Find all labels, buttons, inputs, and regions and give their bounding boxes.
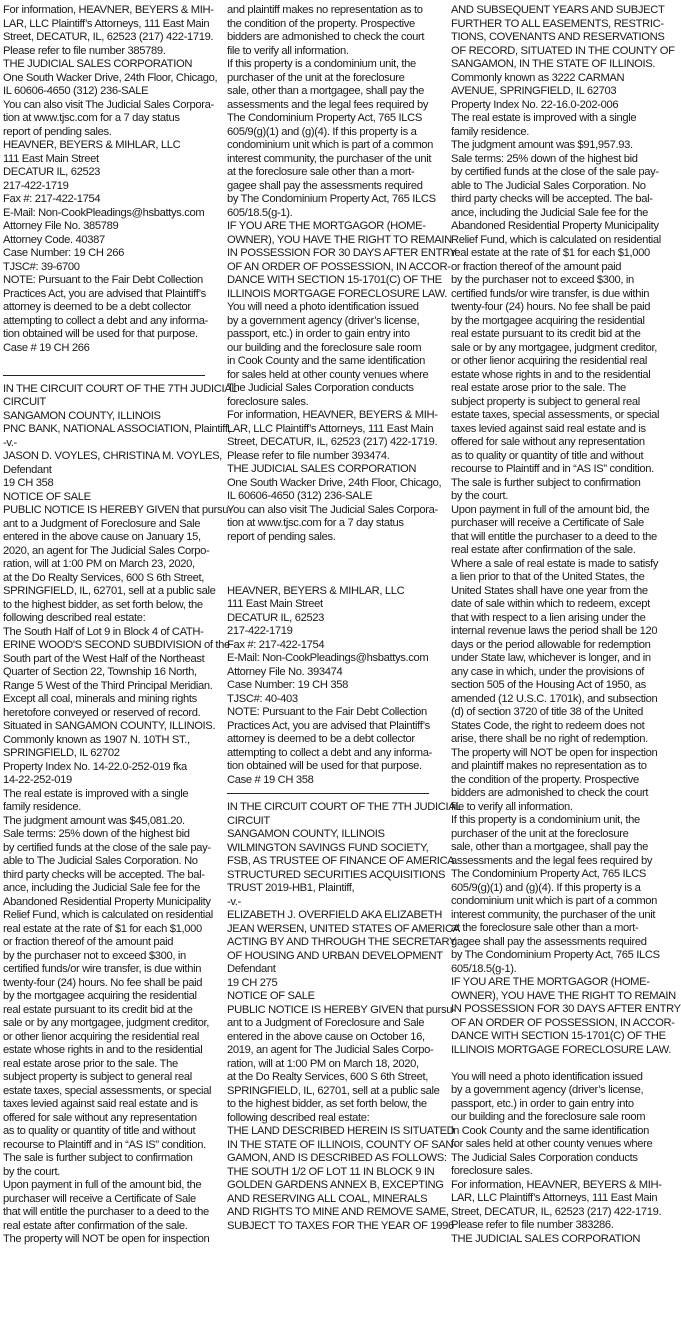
text-line: 217-422-1719: [227, 625, 293, 637]
text-line: condominium unit which is part of a common: [451, 895, 658, 907]
text-line: SANGAMON COUNTY, ILLINOIS: [3, 409, 161, 422]
text-line: NOTICE OF SALE: [227, 990, 315, 1002]
text-line: at the Do Realty Services, 600 S 6th Street,: [3, 571, 205, 584]
text-line: tion obtained will be used for that purpose.: [3, 328, 198, 340]
text-line: Except all coal, minerals and mining rights: [3, 693, 197, 705]
text-line: estate taxes, special assessments, or special: [3, 1084, 212, 1097]
text-line: at the Do Realty Services, 600 S 6th Street,: [227, 1071, 429, 1083]
text-line: offered for sale without any representation: [3, 1111, 197, 1124]
text-line: If this property is a condominium unit, the: [451, 814, 640, 826]
text-line: real estate at the rate of $1 for each $1,000: [451, 247, 650, 259]
text-line: THE JUDICIAL SALES CORPORATION: [451, 1232, 641, 1245]
text-line: internal revenue laws the period shall be 120: [451, 625, 658, 637]
text-line: assessments and the legal fees required by: [451, 854, 653, 867]
text-line: estate whose rights in and to the residential: [451, 368, 651, 381]
text-line: THE SOUTH 1/2 OF LOT 11 IN BLOCK 9 IN: [227, 1165, 435, 1178]
notice-text-block: [3, 382, 238, 1247]
text-line: by the court.: [3, 1165, 61, 1178]
text-line: 19 CH 275: [227, 976, 278, 989]
text-line: our building and the foreclosure sale room: [227, 341, 422, 354]
text-line: Abandoned Residential Property Municipality: [3, 895, 211, 908]
text-line: as to quality or quantity of title and without: [451, 449, 644, 462]
text-line: real estate pursuant to its credit bid at the: [3, 1003, 193, 1016]
text-line: For information, HEAVNER, BEYERS & MIH-: [3, 4, 214, 16]
text-line: AVENUE, SPRINGFIELD, IL 62703: [451, 85, 617, 97]
text-line: twenty-four (24) hours. No fee shall be paid: [451, 301, 651, 313]
text-line: OWNER), YOU HAVE THE RIGHT TO REMAIN: [451, 989, 676, 1002]
text-line: report of pending sales.: [227, 530, 336, 543]
text-line: real estate pursuant to its credit bid at the: [451, 328, 641, 340]
text-line: third party checks will be accepted. The bal-: [3, 868, 205, 881]
text-line: able to The Judicial Sales Corporation. No: [451, 179, 646, 192]
text-line: Relief Fund, which is calculated on residential: [3, 909, 213, 921]
text-line: Case # 19 CH 358: [227, 773, 314, 786]
text-line: to the highest bidder, as set forth below, the: [227, 1098, 427, 1110]
text-line: The Condominium Property Act, 765 ILCS: [227, 112, 423, 124]
text-line: under State law, whichever is longer, and in: [451, 652, 651, 664]
text-line: report of pending sales.: [3, 125, 112, 138]
text-line: ACTING BY AND THROUGH THE SECRETARY: [227, 936, 457, 948]
text-line: certified funds/or wire transfer, is due within: [451, 287, 650, 300]
text-line: Case # 19 CH 266: [3, 341, 90, 354]
text-line: NOTE: Pursuant to the Fair Debt Collection: [227, 706, 427, 718]
text-line: attempting to collect a debt and any informa-: [227, 746, 433, 759]
text-line: IL 60606-4650 (312) 236-SALE: [227, 490, 373, 502]
text-line: able to The Judicial Sales Corporation. No: [3, 855, 198, 867]
text-line: 111 East Main Street: [3, 152, 99, 165]
text-line: OWNER), YOU HAVE THE RIGHT TO REMAIN: [227, 233, 452, 246]
text-line: Upon payment in full of the amount bid, the: [3, 1179, 202, 1191]
text-line: real estate at the rate of $1 for each $1,000: [3, 922, 202, 935]
text-line: 2020, an agent for The Judicial Sales Corpo-: [3, 544, 210, 557]
text-line: Attorney File No. 393474: [227, 665, 343, 678]
text-line: Street, DECATUR, IL, 62523 (217) 422-1719.: [451, 1205, 662, 1218]
text-line: DANCE WITH SECTION 15-1701(C) OF THE: [227, 274, 442, 286]
text-line: AND SUBSEQUENT YEARS AND SUBJECT: [451, 4, 665, 16]
notice-divider: [3, 375, 205, 376]
text-line: ERINE WOOD'S SECOND SUBDIVISION of the: [3, 639, 230, 651]
text-line: TRUST 2019-HB1, Plaintiff,: [227, 882, 355, 894]
text-line: United States shall have one year from the: [451, 584, 648, 597]
text-line: The real estate is improved with a single: [3, 787, 189, 800]
text-line: Attorney File No. 385789: [3, 220, 119, 232]
text-line: our building and the foreclosure sale room: [451, 1111, 646, 1123]
text-line: LAR, LLC Plaintiff’s Attorneys, 111 East Main: [451, 1192, 658, 1204]
text-line: If this property is a condominium unit, the: [227, 58, 416, 70]
text-line: SPRINGFIELD, IL, 62701, sell at a public sale: [3, 585, 216, 597]
text-line: You can also visit The Judicial Sales Corpora-: [3, 98, 214, 111]
text-line: section 505 of the Housing Act of 1950, as: [451, 679, 646, 691]
text-line: subject property is subject to general real: [451, 395, 640, 408]
text-line: PNC BANK, NATIONAL ASSOCIATION, Plaintiff,: [3, 423, 231, 435]
text-line: by certified funds at the close of the sale pay-: [3, 841, 211, 854]
text-line: PUBLIC NOTICE IS HEREBY GIVEN that pursu-: [227, 1003, 456, 1016]
text-line: JASON D. VOYLES, CHRISTINA M. VOYLES,: [3, 450, 222, 462]
text-line: LAR, LLC Plaintiff’s Attorneys, 111 East Main: [3, 17, 210, 30]
text-line: condominium unit which is part of a common: [227, 139, 434, 151]
text-line: at the foreclosure sale other than a mort-: [451, 922, 639, 934]
text-line: SUBJECT TO TAXES FOR THE YEAR OF 1996: [227, 1219, 454, 1232]
text-line: IN THE CIRCUIT COURT OF THE 7TH JUDICIAL: [3, 382, 238, 395]
text-line: NOTE: Pursuant to the Fair Debt Collection: [3, 274, 203, 286]
blank-line: [227, 558, 429, 572]
text-line: in Cook County and the same identification: [227, 355, 425, 367]
text-line: amended (12 U.S.C. 1701k), and subsection: [451, 692, 658, 705]
text-line: by The Condominium Property Act, 765 ILCS: [227, 193, 436, 205]
text-line: real estate arose prior to the sale. The: [3, 1057, 178, 1070]
text-line: arise, there shall be no right of redemption.: [451, 733, 648, 745]
text-line: sale, other than a mortgagee, shall pay the: [227, 85, 425, 97]
text-line: purchaser of the unit at the foreclosure: [451, 827, 629, 840]
text-line: ant to a Judgment of Foreclosure and Sale: [3, 517, 201, 530]
text-column-2: [227, 4, 462, 1344]
text-line: One South Wacker Drive, 24th Floor, Chicago,: [227, 476, 442, 489]
text-line: Fax #: 217-422-1754: [227, 638, 325, 651]
text-line: States Code, the right to redeem does not: [451, 719, 645, 732]
text-line: 14-22-252-019: [3, 774, 72, 786]
text-line: South part of the West Half of the Northeast: [3, 652, 205, 665]
text-line: The judgment amount was $91,957.93.: [451, 139, 633, 151]
text-line: assessments and the legal fees required by: [227, 98, 429, 111]
text-line: interest community, the purchaser of the unit: [451, 908, 656, 921]
text-line: Practices Act, you are advised that Plaintiff’s: [3, 287, 206, 300]
text-line: estate whose rights in and to the residential: [3, 1044, 203, 1056]
text-line: 605/9(g)(1) and (g)(4). If this property is a: [451, 881, 641, 894]
text-line: THE LAND DESCRIBED HEREIN IS SITUATED: [227, 1125, 455, 1137]
blank-line: [227, 544, 429, 558]
text-column-1: [3, 4, 238, 1344]
text-line: GOLDEN GARDENS ANNEX B, EXCEPTING: [227, 1179, 444, 1191]
text-line: IN POSSESSION FOR 30 DAYS AFTER ENTRY: [227, 247, 457, 259]
text-line: for sales held at other county venues where: [227, 368, 429, 381]
text-line: heretofore conveyed or reserved of record.: [3, 706, 201, 719]
text-line: entered in the above cause on October 16,: [227, 1030, 425, 1043]
text-line: in Cook County and the same identification: [451, 1124, 649, 1137]
text-line: and plaintiff makes no representation as to: [227, 4, 423, 16]
text-line: 2019, an agent for The Judicial Sales Corpo-: [227, 1044, 434, 1056]
text-line: The South Half of Lot 9 in Block 4 of CATH-: [3, 625, 204, 638]
text-line: IN THE STATE OF ILLINOIS, COUNTY OF SAN-: [227, 1138, 457, 1151]
text-line: sale or by any mortgagee, judgment creditor,: [451, 341, 657, 354]
text-line: 605/18.5(g-1).: [227, 206, 293, 219]
text-line: Sale terms: 25% down of the highest bid: [451, 152, 638, 165]
notice-text-block: [227, 801, 462, 1233]
text-line: -v.-: [227, 895, 241, 908]
text-line: OF AN ORDER OF POSSESSION, IN ACCOR-: [451, 1016, 675, 1029]
text-line: 19 CH 358: [3, 477, 54, 489]
text-line: at the foreclosure sale other than a mort-: [227, 166, 415, 178]
text-line: purchaser will receive a Certificate of Sale: [3, 1192, 196, 1205]
text-line: JEAN WERSEN, UNITED STATES OF AMERICA: [227, 922, 460, 935]
text-line: NOTICE OF SALE: [3, 490, 91, 503]
text-line: real estate after confirmation of the sale.: [3, 1219, 188, 1232]
notice-text-block: [451, 4, 681, 1057]
text-line: Please refer to file number 383286.: [451, 1219, 614, 1231]
text-line: Property Index No. 14-22.0-252-019 fka: [3, 760, 187, 773]
text-line: bidders are admonished to check the court: [227, 31, 425, 43]
text-line: passport, etc.) in order to gain entry into: [227, 328, 410, 340]
text-line: to the highest bidder, as set forth below, the: [3, 598, 203, 611]
text-line: ELIZABETH J. OVERFIELD AKA ELIZABETH: [227, 909, 442, 921]
text-line: family residence.: [3, 801, 81, 813]
text-line: IF YOU ARE THE MORTGAGOR (HOME-: [451, 976, 650, 988]
text-line: gagee shall pay the assessments required: [451, 935, 647, 948]
text-line: The property will NOT be open for inspection: [451, 746, 658, 759]
text-line: IN POSSESSION FOR 30 DAYS AFTER ENTRY: [451, 1003, 681, 1015]
text-line: taxes levied against said real estate and is: [3, 1098, 198, 1110]
text-line: by The Condominium Property Act, 765 ILCS: [451, 949, 660, 961]
text-line: file to verify all information.: [451, 800, 573, 813]
text-line: ILLINOIS MORTGAGE FORECLOSURE LAW.: [227, 287, 447, 300]
text-line: Street, DECATUR, IL, 62523 (217) 422-1719.: [3, 31, 214, 43]
text-line: Defendant: [227, 963, 276, 975]
text-line: that with respect to a lien arising under the: [451, 611, 646, 624]
text-line: recourse to Plaintiff and in “AS IS” condition.: [3, 1138, 206, 1151]
notice-text-block: [227, 584, 433, 788]
text-line: by the court.: [451, 490, 509, 502]
text-line: Property Index No. 22-16.0-202-006: [451, 98, 619, 111]
text-line: SANGAMON COUNTY, ILLINOIS: [227, 828, 385, 840]
text-line: Street, DECATUR, IL, 62523 (217) 422-1719.: [227, 436, 438, 448]
text-line: for sales held at other county venues where: [451, 1138, 653, 1150]
text-line: One South Wacker Drive, 24th Floor, Chicago,: [3, 71, 218, 84]
text-column-3: [451, 4, 681, 1344]
text-line: HEAVNER, BEYERS & MIHLAR, LLC: [227, 584, 405, 597]
text-line: following described real estate:: [227, 1111, 370, 1124]
text-line: a lien prior to that of the United States, the: [451, 571, 645, 583]
text-line: TJSC#: 39-6700: [3, 260, 80, 273]
notice-divider: [227, 793, 429, 794]
text-line: file to verify all information.: [227, 44, 349, 57]
text-line: Abandoned Residential Property Municipality: [451, 220, 659, 232]
text-line: Situated in SANGAMON COUNTY, ILLINOIS.: [3, 720, 216, 732]
text-line: date of sale within which to redeem, except: [451, 598, 650, 610]
text-line: DECATUR IL, 62523: [3, 166, 101, 178]
text-line: by certified funds at the close of the sale pay-: [451, 166, 659, 178]
text-line: or other lienor acquiring the residential real: [451, 355, 647, 367]
text-line: certified funds/or wire transfer, is due within: [3, 963, 202, 975]
text-line: The Judicial Sales Corporation conducts: [451, 1151, 638, 1164]
text-line: TJSC#: 40-403: [227, 692, 298, 705]
text-line: Fax #: 217-422-1754: [3, 193, 101, 205]
text-line: any case in which, under the provisions of: [451, 665, 645, 678]
text-line: foreclosure sales.: [451, 1165, 533, 1177]
text-line: 217-422-1719: [3, 179, 69, 192]
text-line: ance, including the Judicial Sale fee for the: [3, 882, 200, 894]
text-line: ration, will at 1:00 PM on March 23, 2020,: [3, 558, 195, 570]
text-line: E-Mail: Non-CookPleadings@hsbattys.com: [227, 652, 429, 664]
text-line: The Condominium Property Act, 765 ILCS: [451, 868, 647, 880]
text-line: STRUCTURED SECURITIES ACQUISITIONS: [227, 868, 446, 881]
text-line: SPRINGFIELD, IL 62702: [3, 747, 120, 759]
text-line: that will entitle the purchaser to a deed to the: [3, 1206, 209, 1218]
blank-line: [3, 355, 205, 369]
notice-text-block: [227, 4, 457, 544]
text-line: WILMINGTON SAVINGS FUND SOCIETY,: [227, 841, 429, 854]
text-line: tion obtained will be used for that purpose.: [227, 760, 422, 772]
text-line: as to quality or quantity of title and without: [3, 1125, 196, 1137]
text-line: The Judicial Sales Corporation conducts: [227, 382, 414, 394]
text-line: real estate after confirmation of the sale.: [451, 544, 636, 556]
text-line: GAMON, AND IS DESCRIBED AS FOLLOWS:: [227, 1152, 447, 1164]
text-line: -v.-: [3, 436, 17, 449]
text-line: sale or by any mortgagee, judgment creditor,: [3, 1017, 209, 1029]
text-line: attorney is deemed to be a debt collector: [227, 733, 415, 745]
text-line: OF RECORD, SITUATED IN THE COUNTY OF: [451, 44, 675, 57]
text-line: gagee shall pay the assessments required: [227, 179, 423, 192]
text-line: third party checks will be accepted. The bal-: [451, 193, 653, 205]
text-line: Defendant: [3, 463, 52, 476]
text-line: AND RIGHTS TO MINE AND REMOVE SAME,: [227, 1206, 449, 1218]
text-line: THE JUDICIAL SALES CORPORATION: [3, 58, 193, 70]
notice-text-block: [451, 1070, 662, 1247]
text-line: Commonly known as 3222 CARMAN: [451, 71, 625, 84]
text-line: The sale is further subject to confirmation: [3, 1152, 193, 1164]
text-line: and plaintiff makes no representation as to: [451, 760, 647, 772]
text-line: the condition of the property. Prospective: [451, 773, 639, 786]
text-line: real estate arose prior to the sale. The: [451, 382, 626, 394]
text-line: OF HOUSING AND URBAN DEVELOPMENT: [227, 949, 443, 962]
text-line: IF YOU ARE THE MORTGAGOR (HOME-: [227, 220, 426, 232]
text-line: by the mortgagee acquiring the residential: [451, 314, 645, 327]
text-line: by the mortgagee acquiring the residential: [3, 990, 197, 1002]
text-line: Where a sale of real estate is made to satisfy: [451, 557, 659, 570]
text-line: Attorney Code. 40387: [3, 233, 105, 246]
text-line: 605/9(g)(1) and (g)(4). If this property is a: [227, 125, 417, 138]
text-line: Sale terms: 25% down of the highest bid: [3, 828, 190, 840]
text-line: purchaser will receive a Certificate of Sale: [451, 517, 644, 529]
text-line: CIRCUIT: [3, 396, 46, 408]
text-line: ance, including the Judicial Sale fee for the: [451, 206, 648, 219]
text-line: interest community, the purchaser of the unit: [227, 152, 432, 165]
text-line: PUBLIC NOTICE IS HEREBY GIVEN that pursu-: [3, 504, 232, 516]
text-line: Relief Fund, which is calculated on residential: [451, 233, 661, 246]
text-line: SPRINGFIELD, IL, 62701, sell at a public sale: [227, 1084, 440, 1097]
text-line: Commonly known as 1907 N. 10TH ST.,: [3, 733, 190, 746]
text-line: or fraction thereof of the amount paid: [451, 260, 622, 273]
text-line: ant to a Judgment of Foreclosure and Sale: [227, 1017, 425, 1029]
text-line: tion at www.tjsc.com for a 7 day status: [227, 517, 404, 529]
text-line: OF AN ORDER OF POSSESSION, IN ACCOR-: [227, 260, 451, 273]
text-line: You can also visit The Judicial Sales Corpora-: [227, 503, 438, 516]
text-line: THE JUDICIAL SALES CORPORATION: [227, 463, 417, 475]
text-line: DECATUR IL, 62523: [227, 611, 325, 624]
text-line: foreclosure sales.: [227, 395, 309, 408]
text-line: SANGAMON, IN THE STATE OF ILLINOIS.: [451, 58, 656, 70]
text-line: AND RESERVING ALL COAL, MINERALS: [227, 1192, 428, 1205]
text-line: purchaser of the unit at the foreclosure: [227, 71, 405, 84]
text-line: estate taxes, special assessments, or special: [451, 409, 660, 421]
text-line: For information, HEAVNER, BEYERS & MIH-: [227, 409, 438, 421]
text-line: LAR, LLC Plaintiff’s Attorneys, 111 East Main: [227, 422, 434, 435]
text-line: tion at www.tjsc.com for a 7 day status: [3, 112, 180, 124]
text-line: You will need a photo identification issued: [451, 1070, 643, 1083]
text-line: taxes levied against said real estate and is: [451, 422, 646, 435]
text-line: recourse to Plaintiff and in “AS IS” condition.: [451, 463, 654, 475]
text-line: Please refer to file number 385789.: [3, 44, 166, 57]
text-line: bidders are admonished to check the court: [451, 787, 649, 799]
text-line: entered in the above cause on January 15,: [3, 531, 201, 543]
text-line: twenty-four (24) hours. No fee shall be paid: [3, 976, 203, 989]
text-line: family residence.: [451, 125, 529, 138]
text-line: offered for sale without any representation: [451, 436, 645, 448]
text-line: following described real estate:: [3, 612, 146, 624]
text-line: by a government agency (driver’s license,: [451, 1084, 644, 1096]
text-line: attorney is deemed to be a debt collector: [3, 301, 191, 313]
text-line: Quarter of Section 22, Township 16 North,: [3, 666, 197, 678]
text-line: that will entitle the purchaser to a deed to the: [451, 530, 657, 543]
text-line: The judgment amount was $45,081.20.: [3, 814, 185, 827]
text-line: 605/18.5(g-1).: [451, 962, 517, 975]
text-line: ration, will at 1:00 PM on March 18, 2020,: [227, 1057, 419, 1070]
text-line: by the purchaser not to exceed $300, in: [3, 949, 186, 962]
text-line: by a government agency (driver’s license,: [227, 314, 420, 327]
notice-text-block: [3, 4, 218, 355]
text-line: sale, other than a mortgagee, shall pay the: [451, 841, 649, 853]
text-line: or fraction thereof of the amount paid: [3, 936, 174, 948]
text-line: FSB, AS TRUSTEE OF FINANCE OF AMERICA: [227, 855, 455, 867]
text-line: The real estate is improved with a single: [451, 112, 637, 124]
text-line: Practices Act, you are advised that Plaintiff’s: [227, 719, 430, 732]
text-line: (d) of section 3720 of title 38 of the United: [451, 706, 643, 718]
text-line: IN THE CIRCUIT COURT OF THE 7TH JUDICIAL: [227, 801, 462, 813]
text-line: by the purchaser not to exceed $300, in: [451, 274, 634, 286]
text-line: 111 East Main Street: [227, 598, 323, 610]
text-line: The property will NOT be open for inspection: [3, 1233, 210, 1245]
text-line: TIONS, COVENANTS AND RESERVATIONS: [451, 31, 665, 43]
text-line: HEAVNER, BEYERS & MIHLAR, LLC: [3, 139, 181, 151]
text-line: or other lienor acquiring the residential real: [3, 1030, 199, 1043]
text-line: E-Mail: Non-CookPleadings@hsbattys.com: [3, 206, 205, 219]
text-line: Case Number: 19 CH 266: [3, 247, 125, 259]
text-line: Please refer to file number 393474.: [227, 449, 390, 462]
text-line: The sale is further subject to confirmation: [451, 476, 641, 489]
text-line: DANCE WITH SECTION 15-1701(C) OF THE: [451, 1030, 666, 1042]
text-line: Range 5 West of the Third Principal Meridian.: [3, 679, 213, 692]
text-line: ILLINOIS MORTGAGE FORECLOSURE LAW.: [451, 1043, 671, 1056]
text-line: CIRCUIT: [227, 814, 270, 827]
text-line: passport, etc.) in order to gain entry into: [451, 1097, 634, 1110]
text-line: the condition of the property. Prospective: [227, 17, 415, 30]
text-line: IL 60606-4650 (312) 236-SALE: [3, 85, 149, 97]
text-line: days or the period allowable for redemption: [451, 638, 651, 651]
text-line: You will need a photo identification issued: [227, 301, 419, 313]
text-line: Case Number: 19 CH 358: [227, 679, 349, 691]
text-line: subject property is subject to general real: [3, 1071, 192, 1083]
blank-line: [451, 1057, 653, 1071]
blank-line: [227, 571, 429, 585]
text-line: For information, HEAVNER, BEYERS & MIH-: [451, 1178, 662, 1191]
text-line: Upon payment in full of the amount bid, the: [451, 503, 650, 516]
text-line: attempting to collect a debt and any informa-: [3, 314, 209, 327]
text-line: FURTHER TO ALL EASEMENTS, RESTRIC-: [451, 17, 664, 30]
